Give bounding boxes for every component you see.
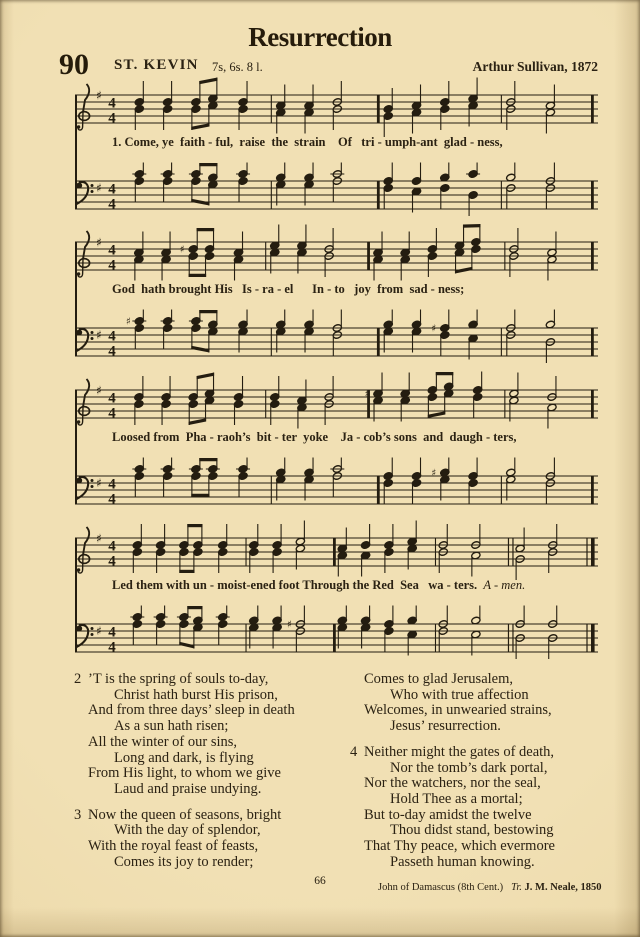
hymn-meter: 7s, 6s. 8 l.	[212, 60, 263, 74]
verse-line: From His light, to whom we give	[88, 765, 281, 782]
lyric-line-4	[112, 578, 604, 598]
key-signature-sharp: ♯	[96, 328, 102, 342]
verses-right-column	[350, 672, 612, 896]
bass-staff-4	[72, 604, 600, 668]
key-signature-sharp: ♯	[96, 624, 102, 638]
verse-3	[74, 808, 342, 871]
lyric-text: God hath brought His Is - ra - el In - to joy from sad - ness;	[112, 282, 465, 296]
svg-text:4: 4	[108, 95, 116, 112]
svg-text:4: 4	[108, 257, 116, 274]
verse-line: Nor the tomb’s dark portal,	[390, 759, 548, 776]
verse-line: Hold Thee as a mortal;	[390, 790, 523, 807]
verse-line: As a sun hath risen;	[114, 718, 229, 735]
time-signature	[108, 477, 116, 508]
svg-text:♯: ♯	[364, 389, 370, 400]
verse-4	[350, 745, 612, 871]
music-system-1	[72, 75, 604, 227]
lyric-text: Led them with un - moist-ened foot Through the Red Sea wa - ters.	[112, 578, 484, 592]
bass-clef-icon	[76, 477, 93, 499]
page-title: Resurrection	[248, 22, 392, 52]
lyric-text: Loosed from Pha - raoh’s bit - ter yoke Ja - cob’s sons and daugh - ters,	[112, 430, 517, 444]
svg-text:4: 4	[108, 343, 116, 360]
verse-line: Laud and praise undying.	[114, 780, 262, 797]
treble-staff-4	[72, 518, 600, 582]
bass-clef-icon	[76, 625, 93, 647]
verse-number: 3	[74, 806, 82, 823]
bass-clef-icon	[76, 182, 93, 204]
svg-text:4: 4	[108, 196, 116, 213]
svg-text:♯: ♯	[286, 619, 292, 631]
svg-text:4: 4	[108, 476, 116, 493]
verse-2	[74, 672, 342, 798]
svg-text:4: 4	[108, 538, 116, 555]
svg-text:4: 4	[108, 639, 116, 656]
lyric-line-3	[112, 430, 604, 450]
bass-staff-3	[72, 456, 600, 520]
bass-staff-1	[72, 161, 600, 225]
verse-3-continued	[350, 672, 612, 735]
key-signature-sharp: ♯	[96, 235, 102, 250]
time-signature	[108, 96, 116, 127]
verse-line: But to-day amidst the twelve	[364, 806, 532, 823]
music-system-2	[72, 222, 604, 374]
verse-line: Comes its joy to render;	[114, 853, 254, 870]
verse-line: ’T is the spring of souls to-day,	[88, 671, 269, 687]
verse-line: Thou didst stand, bestowing	[390, 822, 554, 839]
lyric-text: 1. Come, ye faith - ful, raise the strain Of tri - umph-ant glad - ness,	[112, 135, 503, 149]
svg-text:♯: ♯	[179, 244, 185, 256]
svg-text:4: 4	[108, 405, 116, 422]
lyric-line-1	[112, 135, 604, 155]
verses-left-column	[74, 672, 342, 880]
music-system-4	[72, 518, 604, 670]
svg-text:4: 4	[108, 491, 116, 508]
lyric-line-2	[112, 282, 604, 302]
svg-text:4: 4	[108, 624, 116, 641]
verse-line: And from three days’ sleep in death	[88, 702, 295, 719]
time-signature	[108, 625, 116, 656]
svg-text:♯: ♯	[431, 323, 437, 335]
verse-line: Passeth human knowing.	[390, 853, 535, 870]
time-signature	[108, 243, 116, 274]
verse-line: Long and dark, is flying	[114, 749, 254, 766]
attribution-source: John of Damascus (8th Cent.)	[378, 882, 504, 894]
svg-text:4: 4	[108, 390, 116, 407]
translator-label: Tr.	[511, 882, 522, 894]
composer-credit: Arthur Sullivan, 1872	[472, 59, 598, 74]
tune-name: ST. KEVIN	[114, 57, 199, 73]
verse-line: Comes to glad Jerusalem,	[364, 671, 514, 687]
svg-text:4: 4	[108, 553, 116, 570]
key-signature-sharp: ♯	[96, 476, 102, 490]
treble-staff-2	[72, 222, 600, 286]
time-signature	[108, 539, 116, 570]
translator-name: J. M. Neale, 1850	[524, 882, 602, 894]
svg-text:4: 4	[108, 328, 116, 345]
verse-line: Now the queen of seasons, bright	[88, 806, 282, 823]
verse-number: 2	[74, 671, 82, 687]
verse-line: All the winter of our sins,	[88, 733, 238, 750]
verse-line: That Thy peace, which evermore	[364, 838, 555, 855]
bass-clef-icon	[76, 329, 93, 351]
bass-staff-2	[72, 308, 600, 372]
svg-text:♯: ♯	[431, 468, 437, 479]
verse-line: With the day of splendor,	[114, 822, 261, 839]
key-signature-sharp: ♯	[96, 531, 102, 546]
verse-line: Jesus’ resurrection.	[390, 718, 501, 735]
amen-text: A - men.	[483, 578, 526, 592]
verse-line: Neither might the gates of death,	[364, 743, 555, 760]
key-signature-sharp: ♯	[96, 383, 102, 398]
svg-text:4: 4	[108, 242, 116, 259]
hymn-number: 90	[59, 48, 89, 81]
key-signature-sharp: ♯	[96, 88, 102, 103]
verse-line: With the royal feast of feasts,	[88, 838, 259, 855]
svg-text:4: 4	[108, 110, 116, 127]
verse-line: Who with true affection	[390, 686, 529, 703]
svg-text:4: 4	[108, 181, 116, 198]
time-signature	[108, 391, 116, 422]
time-signature	[108, 329, 116, 360]
treble-staff-3	[72, 370, 600, 434]
key-signature-sharp: ♯	[96, 181, 102, 195]
music-system-3	[72, 370, 604, 522]
verse-line: Welcomes, in unwearied strains,	[364, 702, 552, 719]
verse-number: 4	[350, 743, 358, 760]
svg-text:♯: ♯	[125, 316, 131, 328]
treble-staff-1	[72, 75, 600, 139]
page-number: 66	[314, 875, 326, 887]
time-signature	[108, 182, 116, 213]
verse-line: Christ hath burst His prison,	[114, 686, 278, 703]
verse-line: Nor the watchers, nor the seal,	[364, 775, 541, 792]
